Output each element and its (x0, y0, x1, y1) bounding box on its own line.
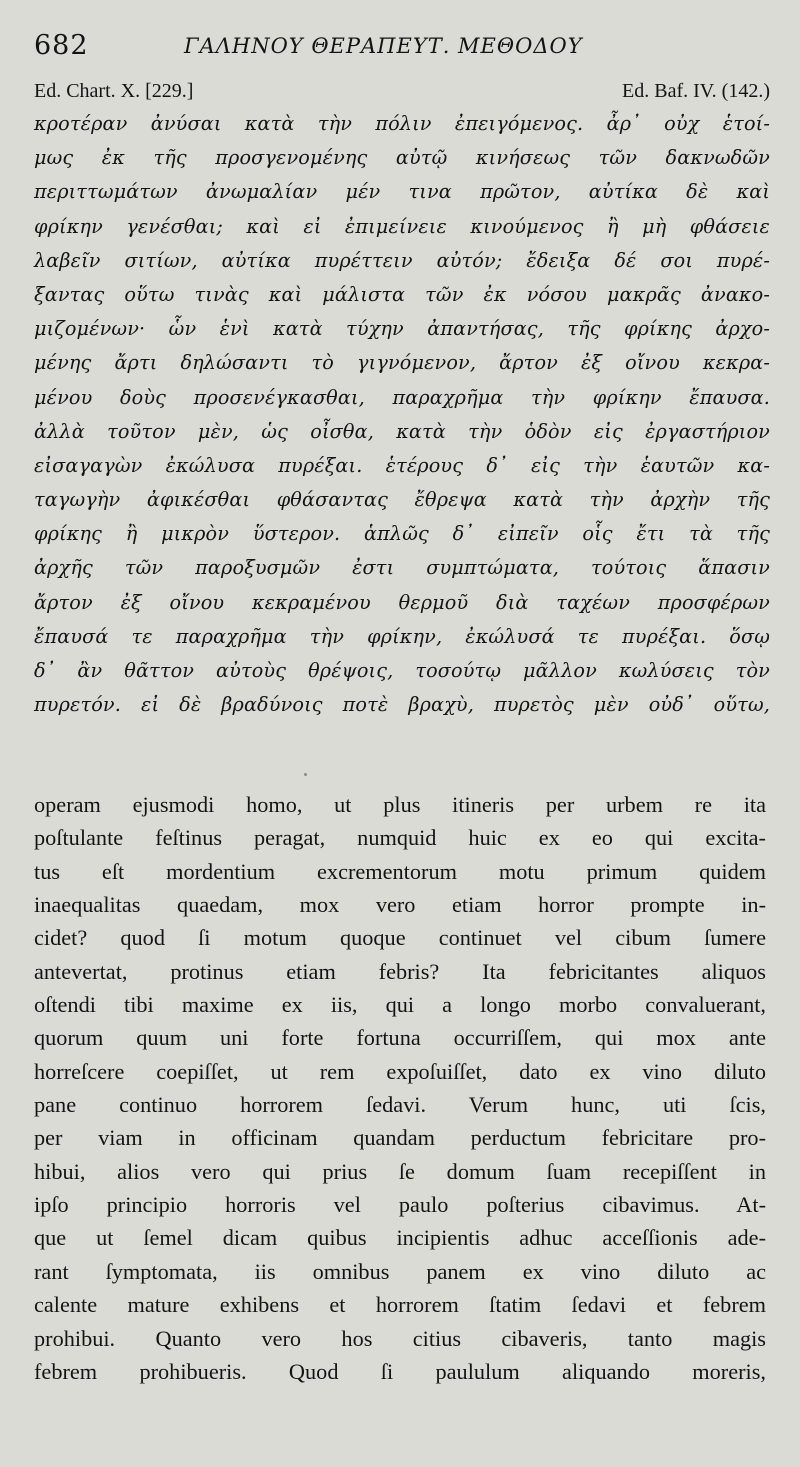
latin-line: hibui, alios vero qui prius ſe domum ſuam recepiſſent in (34, 1158, 766, 1184)
latin-line: ipſo principio horroris vel paulo poſterius cibavimus. At- (34, 1192, 766, 1218)
basel-edition-reference: Ed. Baf. IV. (142.) (622, 80, 770, 102)
greek-line: φρίκης ἢ μικρὸν ὕστερον. ἁπλῶς δ᾽ εἰπεῖν οἷς ἔτι τὰ τῆς (34, 522, 770, 546)
latin-text-block (34, 788, 766, 1388)
greek-line: δ᾽ ἂν θᾶττον αὐτοὺς θρέψοις, τοσούτῳ μᾶλλον κωλύσεις τὸν (34, 659, 770, 682)
paper-speck (304, 773, 307, 776)
greek-line: μένης ἄρτι δηλώσαντι τὸ γιγνόμενον, ἄρτον ἐξ οἴνου κεκρα- (34, 351, 770, 375)
chartier-edition-reference: Ed. Chart. X. [229.] (34, 80, 194, 102)
greek-line: μως ἐκ τῆς προσγενομένης αὐτῷ κινήσεως τῶν δακνωδῶν (34, 146, 770, 170)
greek-line: ταγωγὴν ἀφικέσθαι φθάσαντας ἔθρεψα κατὰ τὴν ἀρχὴν τῆς (34, 488, 770, 512)
edition-references (34, 80, 776, 108)
greek-line: ἄρτον ἐξ οἴνου κεκραμένου θερμοῦ διὰ ταχέων προσφέρων (34, 590, 770, 614)
latin-line: pane continuo horrorem ſedavi. Verum hunc, uti ſcis, (34, 1092, 766, 1118)
latin-line: oſtendi tibi maxime ex iis, qui a longo morbo convaluerant, (34, 992, 766, 1018)
latin-line: operam ejusmodi homo, ut plus itineris per urbem re ita (34, 792, 766, 817)
latin-line: antevertat, protinus etiam febris? Ita febricitantes aliquos (34, 958, 766, 984)
greek-line: ἀλλὰ τοῦτον μὲν, ὡς οἶσθα, κατὰ τὴν ὁδὸν εἰς ἐργαστήριον (34, 419, 770, 443)
greek-line: ξαντας οὕτω τινὰς καὶ μάλιστα τῶν ἐκ νόσου μακρᾶς ἀνακο- (34, 282, 770, 306)
latin-line: tus eſt mordentium excrementorum motu primum quidem (34, 858, 766, 884)
latin-line: febrem prohibueris. Quod ſi paululum aliquando moreris, (34, 1358, 766, 1384)
greek-line: μιζομένων· ὧν ἑνὶ κατὰ τύχην ἀπαντήσας, τῆς φρίκης ἀρχο- (34, 317, 770, 341)
greek-line: περιττωμάτων ἀνωμαλίαν μέν τινα πρῶτον, αὐτίκα δὲ καὶ (34, 180, 770, 204)
latin-line: inaequalitas quaedam, mox vero etiam horror prompte in- (34, 892, 766, 918)
running-head (34, 30, 776, 64)
greek-line: μένου δοὺς προσενέγκασθαι, παραχρῆμα τὴν φρίκην ἔπαυσα. (34, 385, 770, 409)
page-number: 682 (34, 30, 89, 61)
latin-line: horreſcere coepiſſet, ut rem expoſuiſſet, dato ex vino diluto (34, 1058, 766, 1084)
latin-line: quorum quum uni forte fortuna occurriſſem, qui mox ante (34, 1025, 766, 1051)
greek-line: πυρετόν. εἰ δὲ βραδύνοις ποτὲ βραχὺ, πυρετὸς μὲν οὐδ᾽ οὕτω, (34, 693, 770, 717)
running-title: ΓΑΛΗΝΟΥ ΘΕΡΑΠΕΥΤ. ΜΕΘΟΔΟΥ (184, 34, 583, 58)
greek-line: ἀρχῆς τῶν παροξυσμῶν ἐστι συμπτώματα, τούτοις ἅπασιν (34, 556, 770, 580)
latin-line: poſtulante feſtinus peragat, numquid huic ex eo qui excita- (34, 825, 766, 851)
greek-line: λαβεῖν σιτίων, αὐτίκα πυρέττειν αὐτόν; ἔδειξα δέ σοι πυρέ- (34, 248, 770, 272)
greek-text-block (34, 107, 770, 722)
greek-line: φρίκην γενέσθαι; καὶ εἰ ἐπιμείνειε κινούμενος ἢ μὴ φθάσειε (34, 214, 770, 238)
latin-line: per viam in officinam quandam perductum febricitare pro- (34, 1125, 766, 1151)
greek-line: ἔπαυσά τε παραχρῆμα τὴν φρίκην, ἐκώλυσά τε πυρέξαι. ὅσῳ (34, 624, 770, 648)
latin-line: que ut ſemel dicam quibus incipientis adhuc acceſſionis ade- (34, 1225, 766, 1251)
latin-line: cidet? quod ſi motum quoque continuet vel cibum ſumere (34, 925, 766, 951)
greek-line: εἰσαγαγὼν ἐκώλυσα πυρέξαι. ἑτέρους δ᾽ εἰς τὴν ἑαυτῶν κα- (34, 453, 770, 477)
greek-line: κροτέραν ἀνύσαι κατὰ τὴν πόλιν ἐπειγόμενος. ἆρ᾽ οὐχ ἑτοί- (34, 112, 770, 135)
latin-line: calente mature exhibens et horrorem ſtatim ſedavi et febrem (34, 1292, 766, 1318)
latin-line: rant ſymptomata, iis omnibus panem ex vino diluto ac (34, 1258, 766, 1284)
latin-line: prohibui. Quanto vero hos citius cibaveris, tanto magis (34, 1325, 766, 1351)
